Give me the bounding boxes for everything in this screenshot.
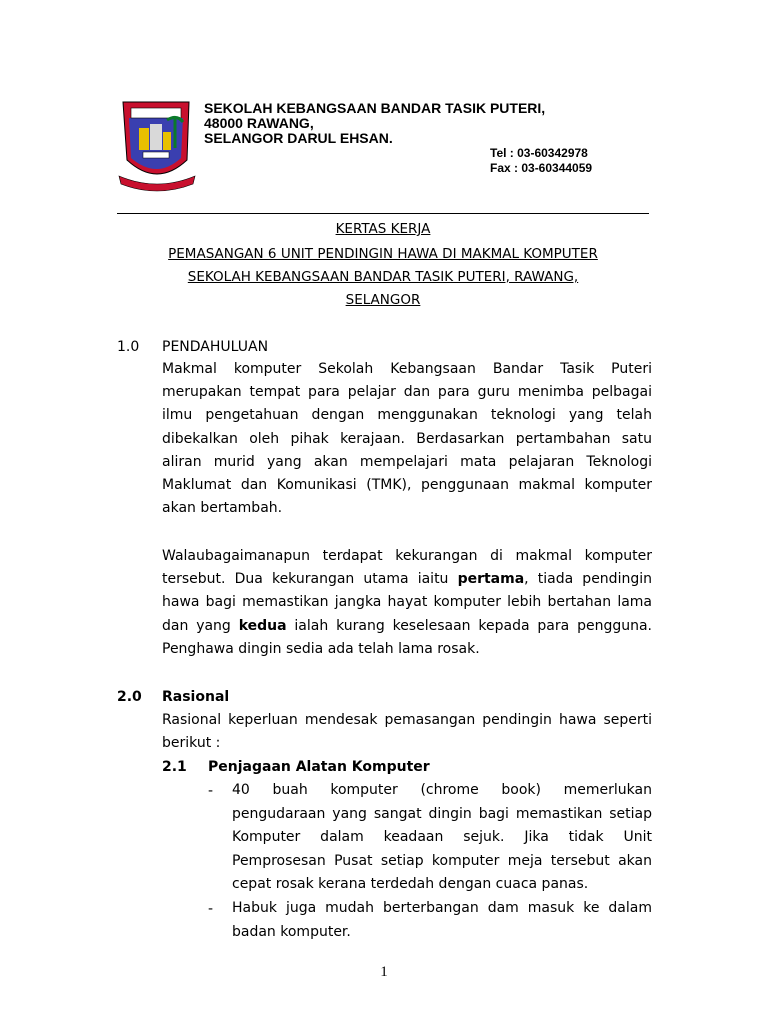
document-title: KERTAS KERJA — [335, 221, 431, 237]
state-line: SELANGOR DARUL EHSAN. — [204, 130, 393, 146]
telephone: Tel : 03-60342978 — [490, 146, 588, 160]
section-1-number: 1.0 — [117, 339, 140, 355]
section-2-intro: Rasional keperluan mendesak pemasangan pendingin hawa seperti berikut : — [162, 712, 652, 752]
para2-text-e: ialah kurang keselesaan kepada para pengguna. Penghawa dingin sedia ada telah lama rosak. — [162, 617, 652, 657]
subsection-2-1-heading: Penjagaan Alatan Komputer — [208, 759, 430, 775]
fax: Fax : 03-60344059 — [490, 161, 593, 175]
page-number: 1 — [380, 964, 388, 980]
bullet-marker-2: - — [208, 901, 214, 917]
para2-text-a: Walaubagaimanapun terdapat kekurangan di makmal komputer tersebut. Dua kekurangan utama iaitu — [162, 548, 652, 588]
address-line: 48000 RAWANG, — [204, 115, 314, 131]
school-crest-logo — [117, 98, 197, 194]
subtitle-line-3: SELANGOR — [345, 292, 421, 308]
emphasis-kedua: kedua — [238, 617, 287, 634]
subtitle-line-1: PEMASANGAN 6 UNIT PENDINGIN HAWA DI MAKMAL KOMPUTER — [168, 246, 598, 262]
emphasis-pertama: pertama — [457, 571, 525, 588]
section-1-paragraph-2 — [162, 545, 652, 661]
section-2-number: 2.0 — [117, 689, 142, 705]
para2-text-c: , tiada pendingin hawa bagi memastikan jangka hayat komputer lebih bertahan lama dan yang — [162, 571, 652, 634]
section-1-paragraph-1: Makmal komputer Sekolah Kebangsaan Bandar Tasik Puteri merupakan tempat para pelajar dan para guru menimba pelbagai ilmu pengetahuan dengan menggunakan teknologi yang telah dibekalkan oleh pihak kerajaan. Berdasarkan pertambahan satu aliran murid yang akan mempelajari mata pelajaran Teknologi Maklumat dan Komunikasi (TMK), penggunaan makmal komputer akan bertambah. — [162, 361, 652, 517]
bullet-item-2: Habuk juga mudah berterbangan dam masuk ke dalam badan komputer. — [232, 900, 652, 940]
bullet-marker-1: - — [208, 783, 214, 799]
subtitle-line-2: SEKOLAH KEBANGSAAN BANDAR TASIK PUTERI, RAWANG, — [187, 269, 579, 285]
subsection-2-1-number: 2.1 — [162, 759, 187, 775]
section-1-heading: PENDAHULUAN — [162, 339, 269, 355]
bullet-item-1: 40 buah komputer (chrome book) memerlukan pengudaraan yang sangat dingin bagi memastikan setiap Komputer dalam keadaan sejuk. Jika tidak Unit Pemprosesan Pusat setiap komputer meja tersebut akan cepat rosak kerana terdedah dengan cuaca panas. — [232, 782, 652, 892]
header-divider — [117, 213, 649, 214]
section-2-heading: Rasional — [162, 689, 230, 705]
school-name: SEKOLAH KEBANGSAAN BANDAR TASIK PUTERI, — [204, 100, 546, 116]
